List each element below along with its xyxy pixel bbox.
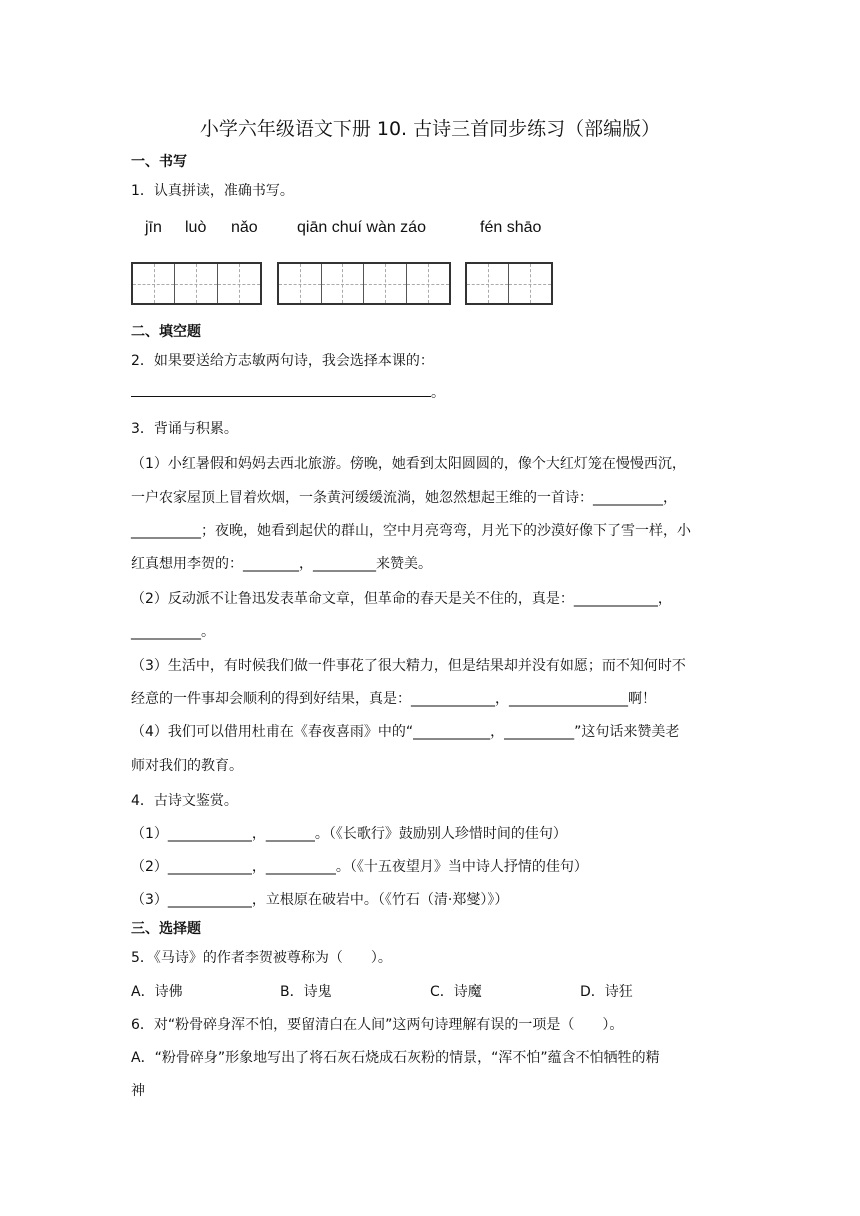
question-6-option-a-line-2[interactable]: 神 [131, 1083, 145, 1099]
question-2-stem: 2．如果要送给方志敏两句诗，我会选择本课的： [131, 353, 434, 369]
question-3-part-1-line-1: （1）小红暑假和妈妈去西北旅游。傍晚，她看到太阳圆圆的，像个大红灯笼在慢慢西沉， [131, 456, 686, 472]
pinyin-fen-shao: fén shāo [480, 219, 542, 236]
question-3-part-3-line-1: （3）生活中，有时候我们做一件事花了很大精力，但是结果却并没有如愿；而不知何时不 [131, 658, 686, 674]
grid-cell[interactable] [467, 264, 509, 303]
question-5-option-d[interactable]: D．诗狂 [580, 984, 633, 1000]
section-heading-fill-in: 二、填空题 [131, 324, 201, 340]
question-4-stem: 4．古诗文鉴赏。 [131, 793, 238, 809]
grid-cell[interactable] [175, 264, 217, 303]
question-1-stem: 1．认真拼读，准确书写。 [131, 183, 294, 199]
question-2-answer-line[interactable]: 。 [131, 382, 445, 402]
pinyin-qian-chui-wan-zao: qiān chuí wàn záo [297, 219, 426, 236]
writing-grid-2[interactable] [277, 262, 451, 305]
answer-blank[interactable] [131, 382, 431, 397]
section-heading-multiple-choice: 三、选择题 [131, 921, 201, 937]
grid-cell[interactable] [322, 264, 365, 303]
pinyin-nao: nǎo [231, 219, 258, 236]
question-5-stem: 5．《马诗》的作者李贺被尊称为（ ）。 [131, 950, 392, 966]
grid-cell[interactable] [133, 264, 175, 303]
writing-grid-3[interactable] [465, 262, 553, 305]
question-4-item-1: （1）____________，_______。（《长歌行》鼓励别人珍惜时间的佳句） [131, 826, 567, 842]
question-3-part-3-line-2: 经意的一件事却会顺利的得到好结果，真是：____________，_________________啊！ [131, 691, 656, 707]
grid-cell[interactable] [279, 264, 322, 303]
question-6-stem: 6．对“粉骨碎身浑不怕，要留清白在人间”这两句诗理解有误的一项是（ ）。 [131, 1017, 624, 1033]
writing-grid-1[interactable] [131, 262, 262, 305]
question-5-option-b[interactable]: B．诗鬼 [280, 984, 332, 1000]
pinyin-luo: luò [185, 219, 207, 236]
question-3-stem: 3．背诵与积累。 [131, 421, 238, 437]
question-4-item-2: （2）____________，__________。（《十五夜望月》当中诗人抒情的佳句） [131, 859, 588, 875]
question-5-option-c[interactable]: C．诗魔 [430, 984, 482, 1000]
question-3-part-2-line-2: __________。 [131, 624, 215, 640]
grid-cell[interactable] [509, 264, 551, 303]
question-3-part-1-line-2: 一户农家屋顶上冒着炊烟，一条黄河缓缓流淌，她忽然想起王维的一首诗：__________， [131, 490, 677, 506]
pinyin-jin: jīn [145, 219, 162, 236]
page-title: 小学六年级语文下册 10. 古诗三首同步练习（部编版） [199, 118, 661, 140]
question-3-part-1-line-4: 红真想用李贺的：________，_________来赞美。 [131, 556, 432, 572]
question-4-item-3: （3）____________，立根原在破岩中。（《竹石（清·郑燮）》） [131, 892, 509, 908]
grid-cell[interactable] [218, 264, 260, 303]
question-5-option-a[interactable]: A．诗佛 [131, 984, 183, 1000]
grid-cell[interactable] [407, 264, 449, 303]
question-3-part-4-line-1: （4）我们可以借用杜甫在《春夜喜雨》中的“___________，__________”这句话来赞美老 [131, 724, 680, 740]
grid-cell[interactable] [364, 264, 407, 303]
question-3-part-2-line-1: （2）反动派不让鲁迅发表革命文章，但革命的春天是关不住的，真是：____________， [131, 591, 672, 607]
section-heading-writing: 一、书写 [131, 154, 187, 170]
question-6-option-a-line-1[interactable]: A．“粉骨碎身”形象地写出了将石灰石烧成石灰粉的情景，“浑不怕”蕴含不怕牺牲的精 [131, 1050, 660, 1066]
question-3-part-1-line-3: __________；夜晚，她看到起伏的群山，空中月亮弯弯，月光下的沙漠好像下了雪一样，小 [131, 523, 691, 539]
question-3-part-4-line-2: 师对我们的教育。 [131, 758, 243, 774]
